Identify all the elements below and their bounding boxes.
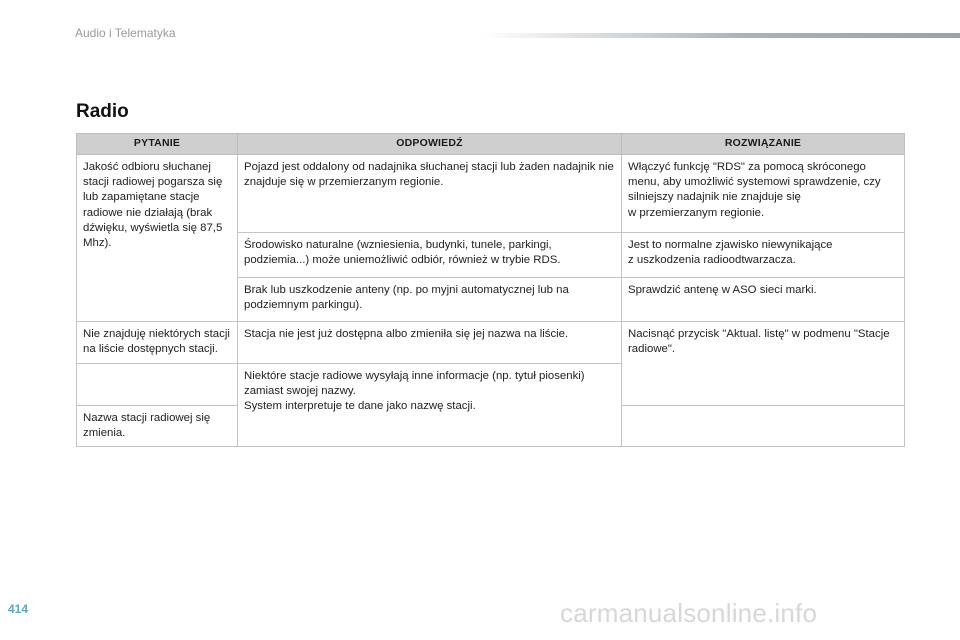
page-number: 414 xyxy=(8,602,29,616)
answer-cell: Brak lub uszkodzenie anteny (np. po myjni automatycznej lub na podziemnym parkingu). xyxy=(238,278,622,322)
question-cell-empty xyxy=(77,364,238,406)
answer-cell: Niektóre stacje radiowe wysyłają inne informacje (np. tytuł piosenki) zamiast swojej nazwy. System interpretuje te dane jako nazwę stacji. xyxy=(238,364,622,447)
solution-cell: Jest to normalne zjawisko niewynikające z uszkodzenia radioodtwarzacza. xyxy=(622,233,905,278)
solution-cell-empty xyxy=(622,406,905,447)
answer-cell: Środowisko naturalne (wzniesienia, budynki, tunele, parkingi, podziemia...) może uniemożliwić odbiór, również w trybie RDS. xyxy=(238,233,622,278)
solution-cell: Włączyć funkcję "RDS" za pomocą skróconego menu, aby umożliwić systemowi sprawdzenie, czy silniejszy nadajnik nie znajduje się w przemierzanym regionie. xyxy=(622,155,905,233)
solution-cell: Nacisnąć przycisk "Aktual. listę" w podmenu "Stacje radiowe". xyxy=(622,322,905,406)
section-header-label: Audio i Telematyka xyxy=(75,26,176,40)
column-header-question: PYTANIE xyxy=(77,134,238,155)
watermark-text: carmanualsonline.info xyxy=(560,598,818,628)
question-cell: Nazwa stacji radiowej się zmienia. xyxy=(77,406,238,447)
question-cell: Jakość odbioru słuchanej stacji radiowej pogarsza się lub zapamiętane stacje radiowe nie działają (brak dźwięku, wyświetla się 87,5 Mhz). xyxy=(77,155,238,322)
table-header-row xyxy=(77,134,905,155)
troubleshooting-table xyxy=(76,133,905,447)
answer-cell: Pojazd jest oddalony od nadajnika słuchanej stacji lub żaden nadajnik nie znajduje się w przemierzanym regionie. xyxy=(238,155,622,233)
page-title: Radio xyxy=(76,101,129,122)
answer-cell: Stacja nie jest już dostępna albo zmieniła się jej nazwa na liście. xyxy=(238,322,622,364)
column-header-solution: ROZWIĄZANIE xyxy=(622,134,905,155)
header-decorative-bar xyxy=(480,33,960,38)
solution-cell: Sprawdzić antenę w ASO sieci marki. xyxy=(622,278,905,322)
table-row xyxy=(77,155,905,233)
table-row xyxy=(77,322,905,364)
question-cell: Nie znajduję niektórych stacji na liście dostępnych stacji. xyxy=(77,322,238,364)
column-header-answer: ODPOWIEDŹ xyxy=(238,134,622,155)
